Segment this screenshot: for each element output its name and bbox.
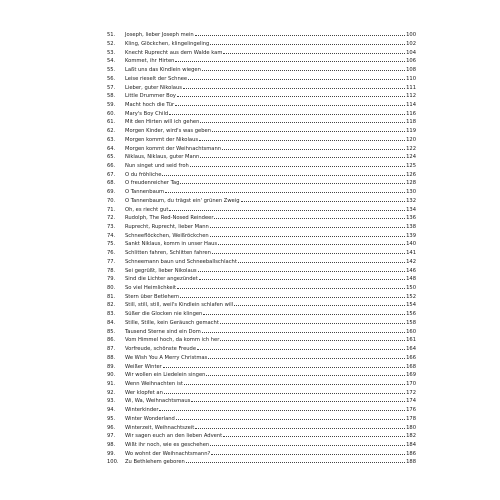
toc-entry: [107, 248, 416, 257]
entry-page-number: 164: [406, 346, 416, 353]
entry-number: 84.: [107, 319, 116, 326]
dot-leader: [241, 196, 406, 202]
entry-title: Schneemann baun und Schneeballschlacht: [125, 258, 237, 265]
entry-number: 54.: [107, 58, 116, 65]
entry-number: 89.: [107, 363, 116, 370]
entry-number: 77.: [107, 258, 116, 265]
entry-page-number: 118: [406, 119, 416, 126]
entry-number: 94.: [107, 407, 116, 414]
dot-leader: [163, 361, 405, 367]
entry-number: 81.: [107, 293, 116, 300]
entry-title: Ruprecht, Ruprecht, lieber Mann: [125, 224, 209, 230]
dot-leader: [175, 100, 405, 106]
toc-entry: [107, 309, 416, 318]
entry-title: Tausend Sterne sind ein Dom: [125, 328, 201, 335]
entry-title: Sankt Niklaus, komm in unser Haus: [125, 241, 218, 248]
entry-page-number: 120: [406, 136, 416, 143]
entry-title: Kling, Glöckchen, klingelingeling: [125, 40, 210, 47]
toc-entry: [107, 239, 416, 248]
toc-entry: [107, 108, 416, 117]
entry-page-number: 111: [406, 84, 416, 91]
toc-entry: [107, 213, 416, 222]
entry-page-number: 180: [406, 424, 416, 431]
toc-entry: [107, 74, 416, 83]
toc-entry: [107, 30, 416, 39]
toc-entry: [107, 396, 416, 405]
entry-number: 63.: [107, 136, 116, 143]
dot-leader: [195, 30, 405, 36]
dot-leader: [214, 213, 405, 219]
toc-entry: [107, 91, 416, 100]
toc-entry: [107, 196, 416, 205]
dot-leader: [210, 231, 405, 237]
entry-number: 88.: [107, 354, 116, 361]
toc-entry: [107, 117, 416, 126]
toc-entry: [107, 422, 416, 431]
entry-title: Laßt uns das Kindlein wiegen: [125, 67, 201, 74]
dot-leader: [210, 222, 405, 228]
table-of-contents: [107, 30, 416, 466]
toc-entry: [107, 292, 416, 301]
toc-entry: [107, 187, 416, 196]
entry-title: Weißer Winter: [125, 363, 162, 370]
dot-leader: [162, 170, 405, 176]
dot-leader: [186, 457, 405, 463]
entry-title: Morgen Kinder, wird's was geben: [125, 128, 211, 135]
entry-page-number: 148: [406, 276, 416, 283]
toc-entry: [107, 100, 416, 109]
dot-leader: [177, 91, 405, 97]
dot-leader: [200, 117, 405, 123]
dot-leader: [234, 300, 405, 306]
entry-page-number: 116: [406, 110, 416, 117]
entry-number: 83.: [107, 311, 116, 318]
entry-page-number: 172: [406, 389, 416, 396]
entry-title: Lieber, guter Nikolaus: [125, 84, 182, 91]
entry-title: Sei gegrüßt, lieber Nikolaus: [125, 267, 197, 274]
toc-entry: [107, 449, 416, 458]
dot-leader: [202, 326, 405, 332]
entry-number: 74.: [107, 232, 116, 239]
toc-entry: [107, 170, 416, 179]
toc-entry: [107, 65, 416, 74]
entry-title: Stern über Betlehem: [125, 293, 179, 300]
entry-title: Leise rieselt der Schnee: [125, 75, 188, 82]
entry-number: 69.: [107, 189, 116, 196]
toc-entry: [107, 82, 416, 91]
entry-number: 85.: [107, 328, 116, 335]
dot-leader: [220, 318, 405, 324]
entry-title: Nun singet und seid froh: [125, 162, 189, 169]
entry-title: Süßer die Glocken nie klingen: [125, 311, 203, 318]
dot-leader: [210, 440, 405, 446]
toc-entry: [107, 222, 416, 231]
entry-title: Sind die Lichter angezündet: [125, 276, 198, 283]
entry-page-number: 169: [406, 372, 416, 379]
dot-leader: [197, 344, 405, 350]
dot-leader: [212, 248, 405, 254]
entry-page-number: 140: [406, 241, 416, 248]
toc-entry: [107, 152, 416, 161]
toc-entry: [107, 300, 416, 309]
entry-title: Winterzeit, Weihnachtszeit: [125, 424, 195, 431]
entry-page-number: 106: [406, 58, 416, 65]
entry-title: Winter Wonderland: [125, 415, 175, 422]
dot-leader: [218, 239, 405, 245]
entry-title: Winterkinder: [125, 407, 159, 414]
entry-page-number: 134: [406, 206, 416, 213]
toc-entry: [107, 135, 416, 144]
toc-entry: [107, 361, 416, 370]
entry-page-number: 102: [406, 40, 416, 47]
dot-leader: [198, 265, 405, 271]
entry-page-number: 141: [406, 250, 416, 257]
entry-page-number: 136: [406, 215, 416, 222]
entry-page-number: 186: [406, 450, 416, 457]
toc-entry: [107, 387, 416, 396]
toc-entry: [107, 265, 416, 274]
entry-page-number: 152: [406, 293, 416, 300]
entry-title: Schlitten fahren, Schlitten fahren: [125, 250, 211, 257]
entry-number: 51.: [107, 32, 116, 39]
entry-number: 72.: [107, 215, 116, 222]
entry-number: 56.: [107, 75, 116, 82]
entry-page-number: 126: [406, 171, 416, 178]
toc-entry: [107, 431, 416, 440]
entry-number: 68.: [107, 180, 116, 187]
entry-page-number: 104: [406, 49, 416, 56]
entry-number: 53.: [107, 49, 116, 56]
entry-number: 80.: [107, 285, 116, 292]
entry-page-number: 146: [406, 267, 416, 274]
entry-number: 97.: [107, 433, 116, 440]
entry-page-number: 176: [406, 407, 416, 414]
toc-entry: [107, 39, 416, 48]
entry-title: Niklaus, Niklaus, guter Mann: [125, 154, 200, 161]
entry-number: 64.: [107, 145, 116, 152]
toc-entry: [107, 457, 416, 466]
entry-page-number: 182: [406, 433, 416, 440]
entry-number: 60.: [107, 110, 116, 117]
entry-title: O Tannenbaum, du trägst ein' grünen Zweig: [125, 197, 240, 204]
entry-title: Wißt ihr noch, wie es geschehen: [125, 441, 210, 448]
toc-entry: [107, 379, 416, 388]
dot-leader: [222, 143, 405, 149]
entry-number: 52.: [107, 40, 116, 47]
entry-number: 70.: [107, 197, 116, 204]
entry-number: 96.: [107, 424, 116, 431]
dot-leader: [169, 108, 405, 114]
entry-number: 76.: [107, 250, 116, 257]
dot-leader: [184, 379, 405, 385]
entry-number: 66.: [107, 162, 116, 169]
toc-entry: [107, 257, 416, 266]
toc-entry: [107, 353, 416, 362]
toc-entry: [107, 283, 416, 292]
entry-title: Wo wohnt der Weihnachtsmann?: [125, 450, 211, 457]
entry-title: Wir wollen ein Liedelein singen: [125, 372, 206, 379]
entry-title: O Tannenbaum: [125, 189, 165, 196]
entry-page-number: 130: [406, 189, 416, 196]
entry-number: 58.: [107, 93, 116, 100]
entry-title: Kommet, ihr Hirten: [125, 58, 175, 65]
dot-leader: [165, 187, 405, 193]
entry-title: Oh, es riecht gut: [125, 206, 169, 213]
dot-leader: [199, 274, 405, 280]
dot-leader: [177, 283, 405, 289]
entry-number: 73.: [107, 224, 116, 230]
toc-entry: [107, 143, 416, 152]
toc-entry: [107, 318, 416, 327]
entry-page-number: 100: [406, 32, 416, 39]
dot-leader: [208, 353, 405, 359]
dot-leader: [180, 178, 405, 184]
dot-leader: [200, 152, 405, 158]
entry-title: Morgen kommt der Nikolaus: [125, 136, 199, 143]
toc-entry: [107, 231, 416, 240]
entry-page-number: 174: [406, 398, 416, 405]
toc-entry: [107, 326, 416, 335]
entry-title: Morgen kommt der Weihnachtsmann: [125, 145, 222, 152]
entry-number: 82.: [107, 302, 116, 309]
entry-title: Wer klopfet an: [125, 389, 163, 396]
dot-leader: [203, 309, 405, 315]
entry-number: 79.: [107, 276, 116, 283]
dot-leader: [183, 82, 405, 88]
toc-entry: [107, 414, 416, 423]
dot-leader: [188, 74, 405, 80]
entry-title: Rudolph, The Red-Nosed Reindeer: [125, 215, 214, 222]
dot-leader: [191, 396, 405, 402]
entry-page-number: 128: [406, 180, 416, 187]
dot-leader: [176, 414, 405, 420]
entry-number: 59.: [107, 101, 116, 108]
entry-page-number: 119: [406, 128, 416, 135]
dot-leader: [202, 65, 405, 71]
entry-title: Zu Bethlehem geboren: [125, 459, 185, 466]
entry-page-number: 154: [406, 302, 416, 309]
toc-entry: [107, 274, 416, 283]
dot-leader: [180, 292, 405, 298]
entry-page-number: 161: [406, 337, 416, 344]
entry-page-number: 132: [406, 197, 416, 204]
entry-number: 100.: [107, 459, 119, 466]
dot-leader: [223, 431, 405, 437]
entry-title: Little Drummer Boy: [125, 93, 176, 100]
entry-page-number: 110: [406, 75, 416, 82]
toc-entry: [107, 335, 416, 344]
entry-page-number: 124: [406, 154, 416, 161]
entry-page-number: 188: [406, 459, 416, 466]
entry-title: Vorfreude, schönste Freude: [125, 346, 197, 353]
dot-leader: [211, 449, 405, 455]
entry-number: 99.: [107, 450, 116, 457]
entry-page-number: 125: [406, 162, 416, 169]
dot-leader: [169, 204, 405, 210]
entry-page-number: 156: [406, 311, 416, 318]
entry-title: Still, still, still, weil's Kindlein schlafen will: [125, 302, 234, 309]
entry-page-number: 160: [406, 328, 416, 335]
entry-page-number: 112: [406, 93, 416, 100]
entry-number: 91.: [107, 380, 116, 387]
entry-number: 92.: [107, 389, 116, 396]
dot-leader: [190, 161, 405, 167]
entry-title: Wenn Weihnachten ist: [125, 380, 183, 387]
entry-title: Vom Himmel hoch, da komm ich her: [125, 337, 220, 344]
entry-title: Stille, Stille, kein Geräusch gemacht: [125, 319, 219, 326]
toc-entry: [107, 370, 416, 379]
entry-number: 78.: [107, 267, 116, 274]
dot-leader: [199, 135, 405, 141]
dot-leader: [210, 39, 405, 45]
entry-number: 67.: [107, 171, 116, 178]
entry-page-number: 108: [406, 67, 416, 74]
dot-leader: [164, 387, 405, 393]
entry-page-number: 184: [406, 441, 416, 448]
dot-leader: [220, 335, 405, 341]
toc-entry: [107, 126, 416, 135]
entry-title: Schneeflöckchen, Weißröckchen: [125, 232, 209, 239]
entry-number: 65.: [107, 154, 116, 161]
entry-number: 93.: [107, 398, 116, 405]
entry-title: Mit den Hirten will ich gehen: [125, 119, 200, 126]
entry-number: 86.: [107, 337, 116, 344]
toc-entry: [107, 405, 416, 414]
entry-number: 98.: [107, 441, 116, 448]
entry-title: Wir sagen euch an den lieben Advent: [125, 433, 223, 440]
entry-title: So viel Heimlichkeit: [125, 285, 177, 292]
toc-entry: [107, 47, 416, 56]
dot-leader: [212, 126, 405, 132]
dot-leader: [175, 56, 405, 62]
toc-entry: [107, 161, 416, 170]
dot-leader: [159, 405, 405, 411]
entry-page-number: 139: [406, 232, 416, 239]
dot-leader: [195, 422, 405, 428]
entry-page-number: 114: [406, 101, 416, 108]
entry-title: Knecht Ruprecht aus dem Walde kam: [125, 49, 223, 56]
entry-page-number: 168: [406, 363, 416, 370]
entry-title: Macht hoch die Tür: [125, 101, 175, 108]
entry-page-number: 158: [406, 319, 416, 326]
toc-entry: [107, 204, 416, 213]
dot-leader: [238, 257, 405, 263]
toc-entry: [107, 344, 416, 353]
entry-title: O du fröhliche: [125, 171, 162, 178]
entry-number: 61.: [107, 119, 116, 126]
entry-title: We Wish You A Merry Christmas: [125, 354, 208, 361]
entry-page-number: 150: [406, 285, 416, 292]
entry-page-number: 178: [406, 415, 416, 422]
entry-page-number: 166: [406, 354, 416, 361]
entry-number: 55.: [107, 67, 116, 74]
entry-page-number: 138: [406, 224, 416, 230]
entry-number: 57.: [107, 84, 116, 91]
toc-entry: [107, 440, 416, 449]
dot-leader: [223, 47, 405, 53]
entry-number: 87.: [107, 346, 116, 353]
entry-title: O freudenreicher Tag: [125, 180, 180, 187]
toc-entry: [107, 56, 416, 65]
entry-number: 71.: [107, 206, 116, 213]
dot-leader: [206, 370, 405, 376]
entry-title: Joseph, lieber Joseph mein: [125, 32, 194, 39]
entry-number: 62.: [107, 128, 116, 135]
entry-page-number: 142: [406, 258, 416, 265]
entry-number: 90.: [107, 372, 116, 379]
entry-title: Wi, Wa, Weihnachtsmaus: [125, 398, 191, 405]
entry-page-number: 122: [406, 145, 416, 152]
entry-page-number: 170: [406, 380, 416, 387]
entry-title: Mary's Boy Child: [125, 110, 169, 117]
toc-entry: [107, 178, 416, 187]
entry-number: 75.: [107, 241, 116, 248]
entry-number: 95.: [107, 415, 116, 422]
